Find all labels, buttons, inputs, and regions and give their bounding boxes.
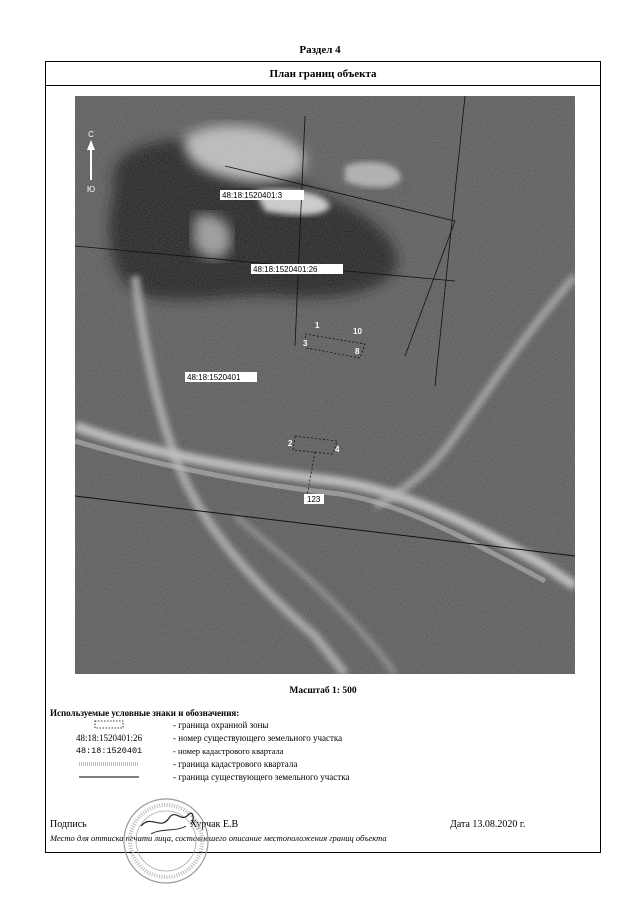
compass-north: С <box>88 130 94 139</box>
document-frame <box>45 61 601 853</box>
legend-text: - граница существующего земельного участка <box>173 772 350 782</box>
aerial-map <box>75 96 575 674</box>
point-label: 10 <box>353 327 362 336</box>
legend-symbol <box>50 772 168 783</box>
legend-symbol <box>50 720 168 731</box>
plan-title: План границ объекта <box>46 62 600 86</box>
legend-symbol: 48:18:1520401:26 <box>75 733 142 743</box>
section-heading: Раздел 4 <box>299 44 341 56</box>
legend-item-quarter-number <box>46 746 600 759</box>
point-label: 4 <box>335 445 340 454</box>
legend-item-quarter-boundary <box>46 759 600 772</box>
legend-item-parcel-boundary <box>46 772 600 785</box>
legend-text: - граница охранной зоны <box>173 720 269 730</box>
parcel-label-b: 48:18:1520401:26 <box>253 265 318 274</box>
point-label: 3 <box>303 339 308 348</box>
signature-flourish-icon <box>151 826 186 834</box>
legend-symbol: 48:18:1520401 <box>75 746 143 756</box>
document-date: Дата 13.08.2020 г. <box>450 819 526 830</box>
parcel-boundary-symbol-icon <box>79 772 139 781</box>
stamp-outer-ring <box>124 799 208 883</box>
protection-zone-symbol-icon <box>94 720 124 729</box>
point-label: 2 <box>288 439 293 448</box>
point-label: 1 <box>315 321 320 330</box>
signature-label: Подпись <box>50 819 87 830</box>
point-label: 8 <box>355 347 360 356</box>
parcel-label-a: 48:18:1520401:3 <box>222 191 283 200</box>
legend-item-protection-zone <box>46 720 600 733</box>
compass-icon <box>81 128 101 198</box>
legend-symbol <box>50 759 168 770</box>
legend-item-parcel-number <box>46 733 600 746</box>
quarter-boundary-symbol-icon <box>79 759 139 768</box>
quarter-label: 48:18:1520401 <box>187 373 241 382</box>
legend-text: - номер существующего земельного участка <box>173 733 343 743</box>
handwritten-signature-icon <box>141 813 193 826</box>
legend-text: - номер кадастрового квартала <box>173 746 284 756</box>
stamp-text-ring <box>130 805 202 877</box>
stamp-note: Место для оттиска печати лица, составившего описание местоположения границ объекта <box>50 833 387 843</box>
seal-stamp-icon <box>121 796 211 886</box>
stamp-inner-ring <box>136 811 196 871</box>
point-123-label: 123 <box>307 495 321 504</box>
legend-text: - граница кадастрового квартала <box>173 759 298 769</box>
photo-grain <box>75 96 575 674</box>
map-svg <box>75 96 575 674</box>
signatory-name: Хурчак Е.В <box>190 819 239 830</box>
compass-south: Ю <box>86 185 96 194</box>
legend-title: Используемые условные знаки и обозначения: <box>50 708 240 718</box>
map-scale: Масштаб 1: 500 <box>289 686 357 696</box>
